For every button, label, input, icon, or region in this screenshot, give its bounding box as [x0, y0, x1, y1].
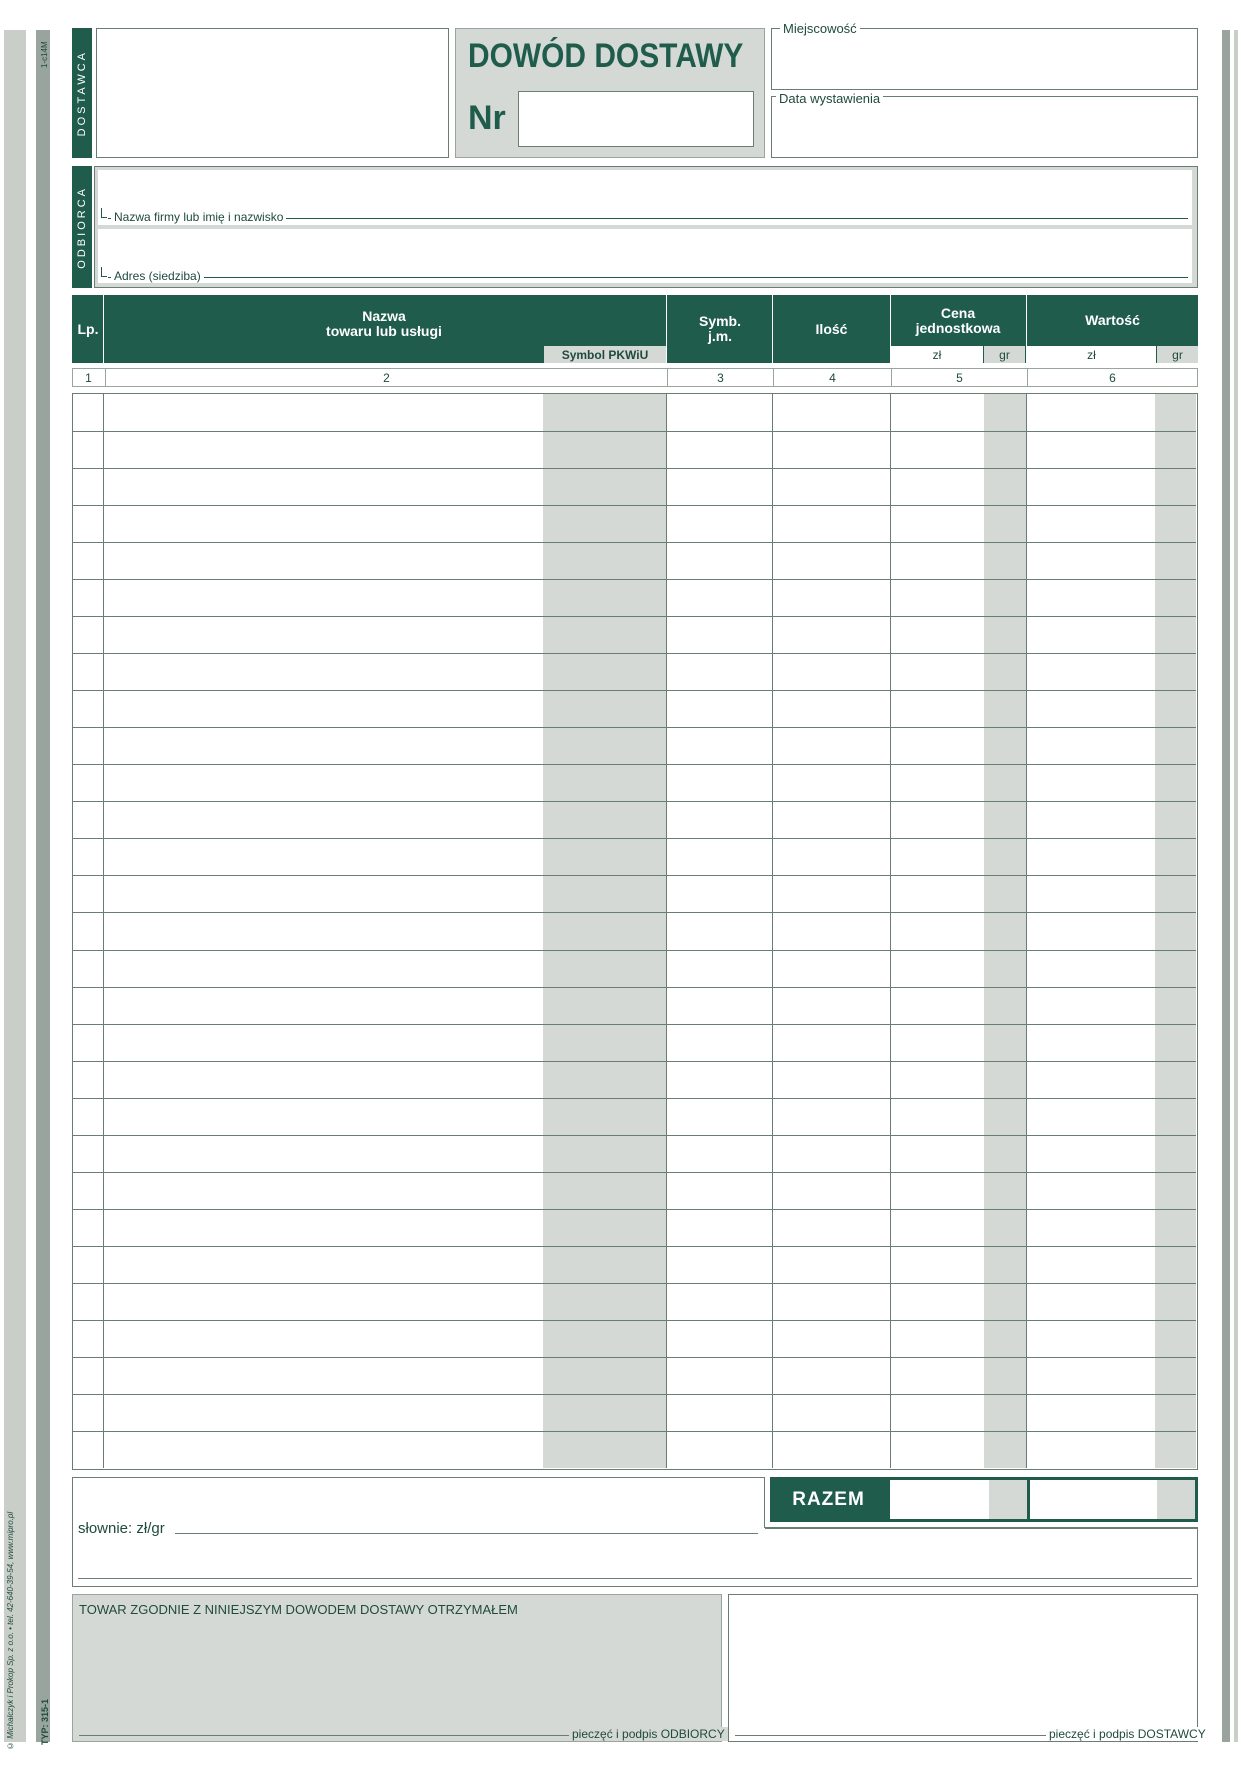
column-number-row: [72, 368, 1198, 387]
recipient-label-bar: [72, 166, 92, 288]
table-row-line: [73, 431, 1196, 432]
table-row-line: [73, 875, 1196, 876]
supplier-signature-label: pieczęć i podpis DOSTAWCY: [1046, 1727, 1209, 1741]
column-divider: [666, 394, 667, 1468]
recipient-block: [94, 166, 1198, 288]
amount-in-words-label: słownie: zł/gr: [78, 1520, 165, 1537]
right-inner-stripe: [1222, 30, 1230, 1742]
header-symb: [668, 295, 772, 363]
total-value-gr[interactable]: [1157, 1480, 1195, 1519]
recipient-signature-label: pieczęć i podpis ODBIORCY: [569, 1727, 728, 1741]
form-type-code: TYP: 315-1: [40, 1698, 50, 1745]
total-value-zl[interactable]: [1030, 1480, 1157, 1519]
table-row-line: [73, 1431, 1196, 1432]
header-divider: [103, 295, 104, 363]
header-price-line2: jednostkowa: [915, 320, 1001, 336]
column-divider: [772, 394, 773, 1468]
header-divider: [666, 295, 667, 363]
table-row-line: [73, 1357, 1196, 1358]
table-row-line: [73, 542, 1196, 543]
header-qty: Ilość: [815, 320, 848, 337]
column-number: 2: [105, 369, 667, 386]
recipient-address-field[interactable]: [98, 229, 1192, 283]
table-row-line: [73, 1098, 1196, 1099]
table-row-line: [73, 690, 1196, 691]
recipient-label: ODBIORCA: [76, 185, 88, 269]
header-value-zl: zł: [1027, 346, 1156, 363]
recipient-address-label: Adres (siedziba): [111, 269, 204, 283]
table-row-line: [73, 468, 1196, 469]
form-code: 1-c14M: [40, 41, 49, 68]
supplier-label-bar: [72, 28, 92, 158]
table-row-line: [73, 653, 1196, 654]
words-line-1: [175, 1533, 758, 1534]
table-row-line: [73, 1246, 1196, 1247]
underline: [108, 277, 1188, 278]
table-row-line: [73, 616, 1196, 617]
table-row-line: [73, 838, 1196, 839]
header-price-zl: zł: [891, 346, 983, 363]
column-number: 4: [773, 369, 891, 386]
recipient-name-field[interactable]: [98, 170, 1192, 225]
header-value-gr: gr: [1157, 346, 1198, 363]
header-divider: [890, 295, 891, 363]
publisher-imprint: © Michalczyk i Prokop Sp. z o.o. • tel. 42-640-39-54, www.mipro.pl: [6, 1511, 15, 1750]
title-block: [455, 28, 765, 158]
column-number: 6: [1027, 369, 1197, 386]
header-symb-line2: j.m.: [707, 328, 733, 344]
value-gr-column: [1155, 394, 1196, 1468]
recipient-name-label: Nazwa firmy lub imię i nazwisko: [111, 210, 286, 224]
table-row-line: [73, 950, 1196, 951]
total-row: [770, 1477, 1198, 1522]
table-row-line: [73, 579, 1196, 580]
header-name-line1: Nazwa: [362, 308, 406, 324]
header-divider: [772, 295, 773, 363]
header-price: [891, 297, 1025, 345]
header-lp: Lp.: [77, 320, 99, 337]
table-row-line: [73, 1172, 1196, 1173]
header-price-gr: gr: [984, 346, 1025, 363]
table-row-line: [73, 1024, 1196, 1025]
table-row-line: [73, 1320, 1196, 1321]
form-title: DOWÓD DOSTAWY: [468, 37, 744, 75]
column-divider: [103, 394, 104, 1468]
table-row-line: [73, 505, 1196, 506]
header-price-line1: Cena: [940, 305, 976, 321]
table-row-line: [73, 764, 1196, 765]
pkwiu-column: [543, 394, 666, 1468]
table-row-line: [73, 1061, 1196, 1062]
header-divider: [1026, 295, 1027, 363]
header-pkwiu: Symbol PKWiU: [544, 346, 666, 363]
total-price-gr[interactable]: [989, 1480, 1027, 1519]
column-divider: [890, 394, 891, 1468]
recipient-signature-box[interactable]: [72, 1594, 725, 1742]
table-row-line: [73, 727, 1196, 728]
place-label: Miejscowość: [780, 21, 860, 36]
header-name-line2: towaru lub usługi: [326, 323, 442, 339]
column-divider: [1026, 394, 1027, 1468]
nr-label: Nr: [468, 99, 506, 137]
right-outer-stripe: [1234, 30, 1238, 1742]
place-field[interactable]: [771, 28, 1198, 90]
supplier-field[interactable]: [96, 28, 449, 158]
left-inner-stripe: [36, 30, 50, 1742]
table-row-line: [73, 1209, 1196, 1210]
table-row-line: [73, 1283, 1196, 1284]
table-row-line: [73, 912, 1196, 913]
goods-received-statement: TOWAR ZGODNIE Z NINIEJSZYM DOWODEM DOSTAWY OTRZYMAŁEM: [79, 1602, 518, 1617]
divider: [765, 1527, 1198, 1529]
corner-mark: [101, 267, 107, 277]
table-row-line: [73, 987, 1196, 988]
table-row-line: [73, 801, 1196, 802]
table-row-line: [73, 1135, 1196, 1136]
corner-mark: [101, 208, 107, 218]
column-number: 1: [85, 370, 92, 385]
price-gr-column: [984, 394, 1026, 1468]
header-name: [104, 305, 664, 343]
document-number-field[interactable]: [518, 91, 754, 147]
column-number: 5: [891, 369, 1027, 386]
supplier-signature-box[interactable]: [728, 1594, 1206, 1742]
header-value: Wartość: [1085, 311, 1140, 328]
header-symb-line1: Symb.: [698, 313, 741, 329]
item-table: [72, 393, 1198, 1470]
total-label: RAZEM: [792, 1488, 865, 1510]
issue-date-label: Data wystawienia: [776, 91, 883, 106]
column-number: 3: [667, 369, 773, 386]
supplier-label: DOSTAWCA: [76, 49, 88, 137]
total-price-zl[interactable]: [890, 1480, 989, 1519]
table-row-line: [73, 1394, 1196, 1395]
words-line-2: [78, 1578, 1192, 1579]
